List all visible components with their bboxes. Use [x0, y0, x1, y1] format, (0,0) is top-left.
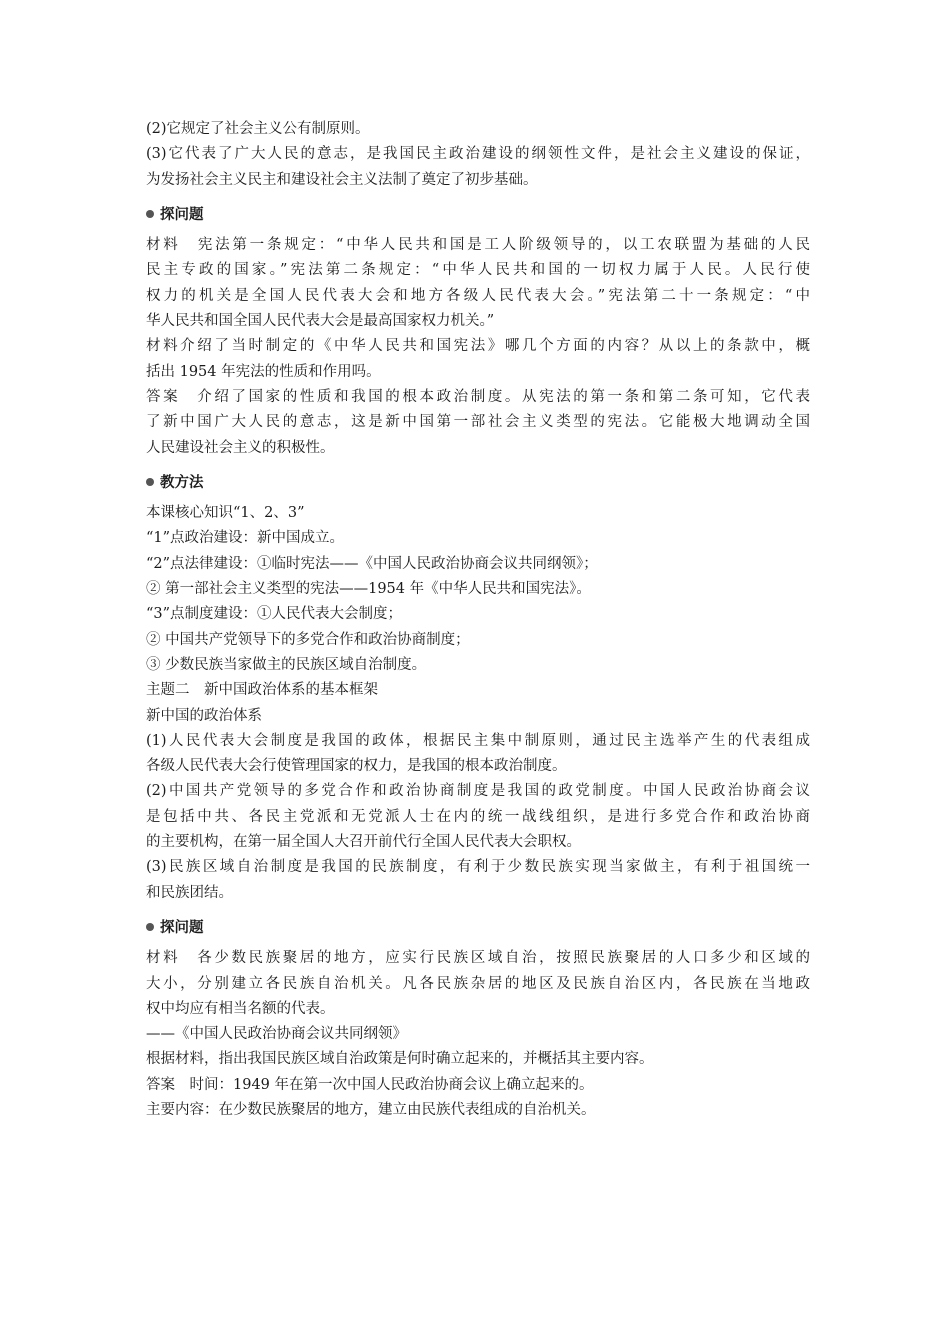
- text-line: “2”点法律建设：①临时宪法——《中国人民政治协商会议共同纲领》；: [146, 555, 598, 572]
- section-heading-label: 探问题: [160, 919, 204, 936]
- text-line: 和民族团结。: [146, 884, 233, 901]
- text-line: 权力的机关是全国人民代表大会和地方各级人民代表大会。”宪法第二十一条规定：“中: [146, 287, 810, 304]
- text-line: (1)人民代表大会制度是我国的政体，根据民主集中制原则，通过民主选举产生的代表组成: [146, 732, 810, 749]
- text-line: 根据材料，指出我国民族区域自治政策是何时确立起来的，并概括其主要内容。: [146, 1051, 654, 1068]
- text-line: (2)中国共产党领导的多党合作和政治协商制度是我国的政党制度。中国人民政治协商会议: [146, 783, 810, 800]
- text-line: (3)它代表了广大人民的意志，是我国民主政治建设的纲领性文件，是社会主义建设的保证，: [146, 146, 810, 163]
- answer-line: 答案 时间：1949 年在第一次中国人民政治协商会议上确立起来的。: [146, 1076, 594, 1093]
- answer-line: 人民建设社会主义的积极性。: [146, 439, 335, 456]
- text-line: (2)它规定了社会主义公有制原则。: [146, 121, 370, 137]
- section-heading-explore-2: [146, 916, 810, 941]
- section-heading-label: 探问题: [160, 206, 204, 223]
- text-line: 的主要机构，在第一届全国人大召开前代行全国人民代表大会职权。: [146, 834, 581, 851]
- text-line: 是包括中共、各民主党派和无党派人士在内的统一战线组织，是进行多党合作和政治协商: [146, 808, 810, 825]
- text-line: ② 中国共产党领导下的多党合作和政治协商制度；: [146, 631, 470, 648]
- text-line: “1”点政治建设：新中国成立。: [146, 530, 345, 547]
- text-line: 为发扬社会主义民主和建设社会主义法制了奠定了初步基础。: [146, 171, 538, 188]
- text-line: ② 第一部社会主义类型的宪法——1954 年《中华人民共和国宪法》。: [146, 581, 591, 598]
- document-content: [146, 117, 810, 1123]
- text-line: 材料 各少数民族聚居的地方，应实行民族区域自治，按照民族聚居的人口多少和区域的: [146, 950, 810, 967]
- bullet-dot-icon: [146, 478, 154, 486]
- text-line: 民主专政的国家。”宪法第二条规定：“中华人民共和国的一切权力属于人民。人民行使: [146, 262, 810, 279]
- text-line: “3”点制度建设：①人民代表大会制度；: [146, 606, 403, 623]
- text-line: 材料 宪法第一条规定：“中华人民共和国是工人阶级领导的，以工农联盟为基础的人民: [146, 237, 810, 254]
- text-line: ③ 少数民族当家做主的民族区域自治制度。: [146, 656, 427, 673]
- section-heading-explore-1: [146, 203, 810, 228]
- answer-line: 主要内容：在少数民族聚居的地方，建立由民族代表组成的自治机关。: [146, 1101, 596, 1118]
- citation-line: ——《中国人民政治协商会议共同纲领》: [146, 1026, 407, 1043]
- text-line: 本课核心知识“1、2、3”: [146, 505, 305, 522]
- text-line: 华人民共和国全国人民代表大会是最高国家权力机关。”: [146, 313, 495, 330]
- text-line: 权中均应有相当名额的代表。: [146, 1000, 335, 1017]
- text-line: 大小，分别建立各民族自治机关。凡各民族杂居的地区及民族自治区内，各民族在当地政: [146, 975, 810, 992]
- text-line: 各级人民代表大会行使管理国家的权力，是我国的根本政治制度。: [146, 758, 567, 775]
- text-line: 新中国的政治体系: [146, 707, 262, 724]
- bullet-dot-icon: [146, 210, 154, 218]
- text-line: (3)民族区域自治制度是我国的民族制度，有利于少数民族实现当家做主，有利于祖国统一: [146, 859, 810, 876]
- topic-heading: 主题二 新中国政治体系的基本框架: [146, 682, 378, 699]
- answer-line: 答案 介绍了国家的性质和我国的根本政治制度。从宪法的第一条和第二条可知，它代表: [146, 388, 810, 405]
- text-line: 材料介绍了当时制定的《中华人民共和国宪法》哪几个方面的内容？从以上的条款中，概: [146, 338, 810, 355]
- section-heading-label: 教方法: [160, 474, 204, 491]
- answer-line: 了新中国广大人民的意志，这是新中国第一部社会主义类型的宪法。它能极大地调动全国: [146, 414, 810, 431]
- text-line: 括出 1954 年宪法的性质和作用吗。: [146, 363, 381, 380]
- section-heading-method: [146, 471, 810, 496]
- bullet-dot-icon: [146, 923, 154, 931]
